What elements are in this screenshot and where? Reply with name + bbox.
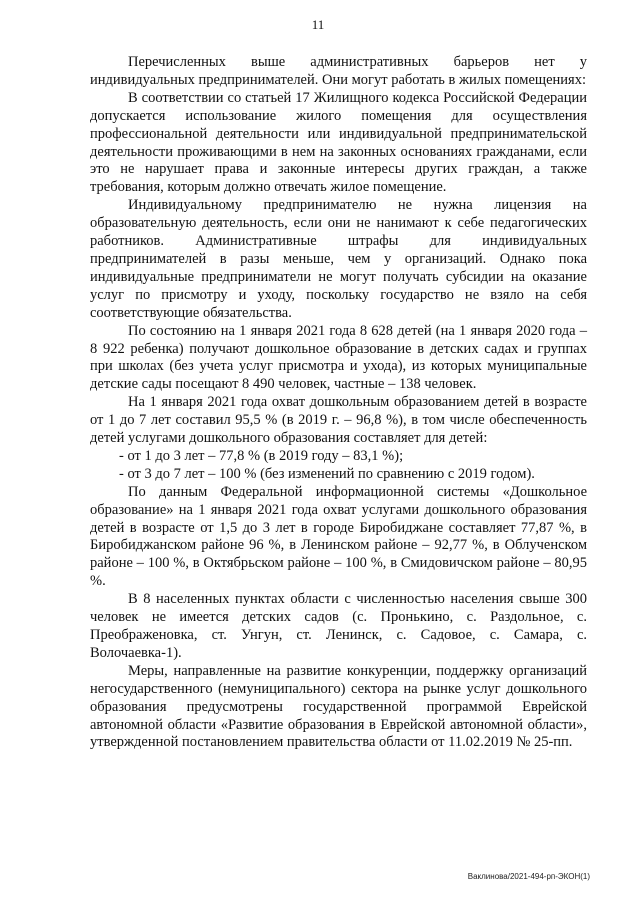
paragraph-coverage: На 1 января 2021 года охват дошкольным образованием детей в возрасте от 1 до 7 лет составил 95,5 % (в 2019 г. – 96,8 %), в том числе обеспеченность детей услугами дошкольного образования составляет для детей:: [90, 394, 587, 447]
paragraph-settlements: В 8 населенных пунктах области с численностью населения свыше 300 человек не имеется детских садов (с. Пронькино, с. Раздольное, с. Преображеновка, ст. Унгун, ст. Ленинск, с. Садовое, с. Самара, с. Волочаевка-1).: [90, 591, 587, 661]
paragraph-enrollment-count: По состоянию на 1 января 2021 года 8 628 детей (на 1 января 2020 года – 8 922 ребенка) получают дошкольное образование в детских садах и группах при школах (без учета услуг присмотра и ухода), из которых муниципальные детские сады посещают 8 490 человек, частные – 138 человек.: [90, 322, 587, 393]
paragraph-admin-barriers: Перечисленных выше административных барьеров нет у индивидуальных предпринимателей. Они могут работать в жилых помещениях:: [90, 54, 587, 88]
list-item-age-1-3: - от 1 до 3 лет – 77,8 % (в 2019 году – 83,1 %);: [119, 447, 404, 464]
paragraph-federal-system: По данным Федеральной информационной системы «Дошкольное образование» на 1 января 2021 года охват услугами дошкольного образования детей в возрасте от 1,5 до 3 лет в городе Биробиджане составляет 77,87 %, в Биробиджанском районе 96 %, в Ленинском районе – 92,77 %, в Облученском районе – 100 %, в Октябрьском районе – 100 %, в Смидовичском районе – 80,95 %.: [90, 483, 587, 590]
paragraph-housing-code: В соответствии со статьей 17 Жилищного кодекса Российской Федерации допускается использование жилого помещения для осуществления профессиональной деятельности или индивидуальной предпринимательской деятельности проживающими в нем на законных основаниях гражданами, если это не нарушает права и законные интересы других граждан, а также требования, которым должно отвечать жилое помещение.: [90, 89, 587, 196]
page-number: 11: [311, 17, 325, 32]
document-code: Ваклинова/2021-494-рп-ЭКОН(1): [467, 872, 590, 881]
paragraph-license: Индивидуальному предпринимателю не нужна лицензия на образовательную деятельность, если они не нанимают к себе педагогических работников. Административные штрафы для индивидуальных предпринимателей в разы меньше, чем у организаций. Однако пока индивидуальные предприниматели не могут получать субсидии на оказание услуг по присмотру и уходу, поскольку государство не взяло на себя соответствующие обязательства.: [90, 197, 587, 321]
paragraph-measures: Меры, направленные на развитие конкуренции, поддержку организаций негосударственного (немуниципального) сектора на рынке услуг дошкольного образования предусмотрены государственной программой Еврейской автономной области «Развитие образования в Еврейской автономной области», утвержденной постановлением правительства области от 11.02.2019 № 25-пп.: [90, 662, 587, 751]
body-text: [90, 54, 587, 752]
list-item-age-3-7: - от 3 до 7 лет – 100 % (без изменений по сравнению с 2019 годом).: [119, 465, 535, 482]
